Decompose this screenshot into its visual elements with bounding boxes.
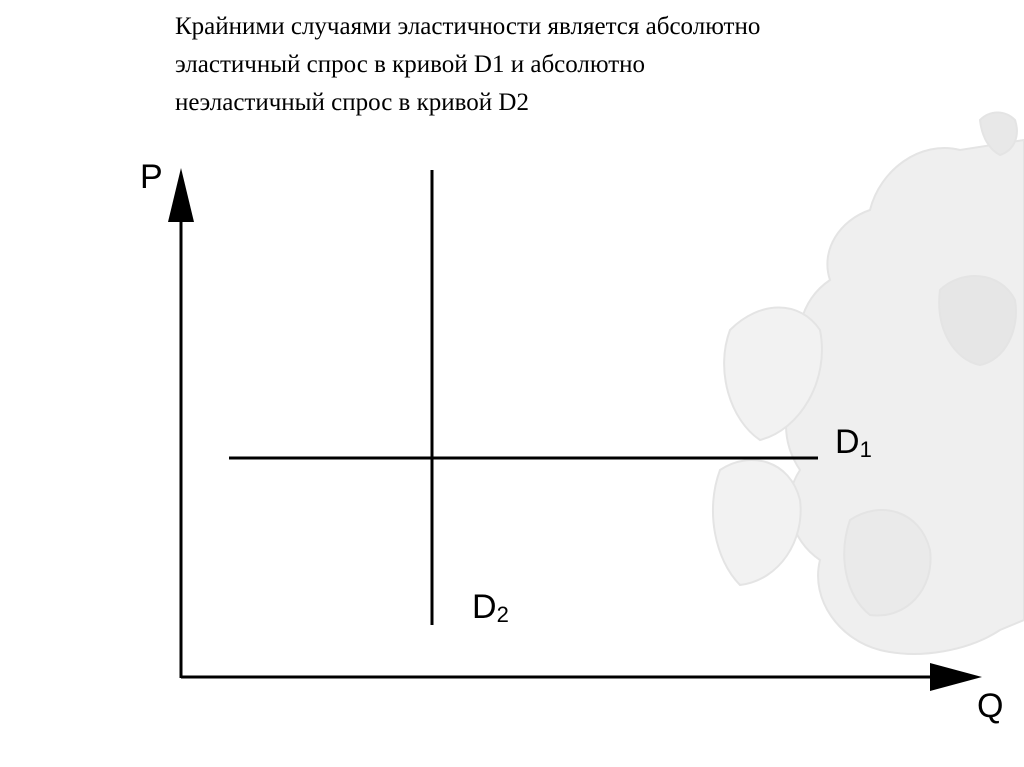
y-axis-arrow — [168, 168, 194, 222]
curve-d2-letter: D — [472, 588, 497, 626]
coat-of-arms-watermark — [713, 113, 1024, 654]
y-axis-label: P — [140, 158, 163, 196]
x-axis-label: Q — [977, 687, 1004, 725]
curve-d2-label — [472, 588, 509, 627]
slide-text-line-2: эластичный спрос в кривой D1 и абсолютно — [175, 51, 646, 78]
slide-text-line-3: неэластичный спрос в кривой D2 — [175, 89, 529, 116]
curve-d1-subscript: 1 — [859, 437, 872, 462]
slide-text-line-1: Крайними случаями эластичности является абсолютно — [175, 13, 761, 40]
curve-d2-subscript: 2 — [496, 602, 509, 627]
x-axis-arrow — [930, 663, 982, 691]
curve-d1-letter: D — [835, 423, 860, 461]
